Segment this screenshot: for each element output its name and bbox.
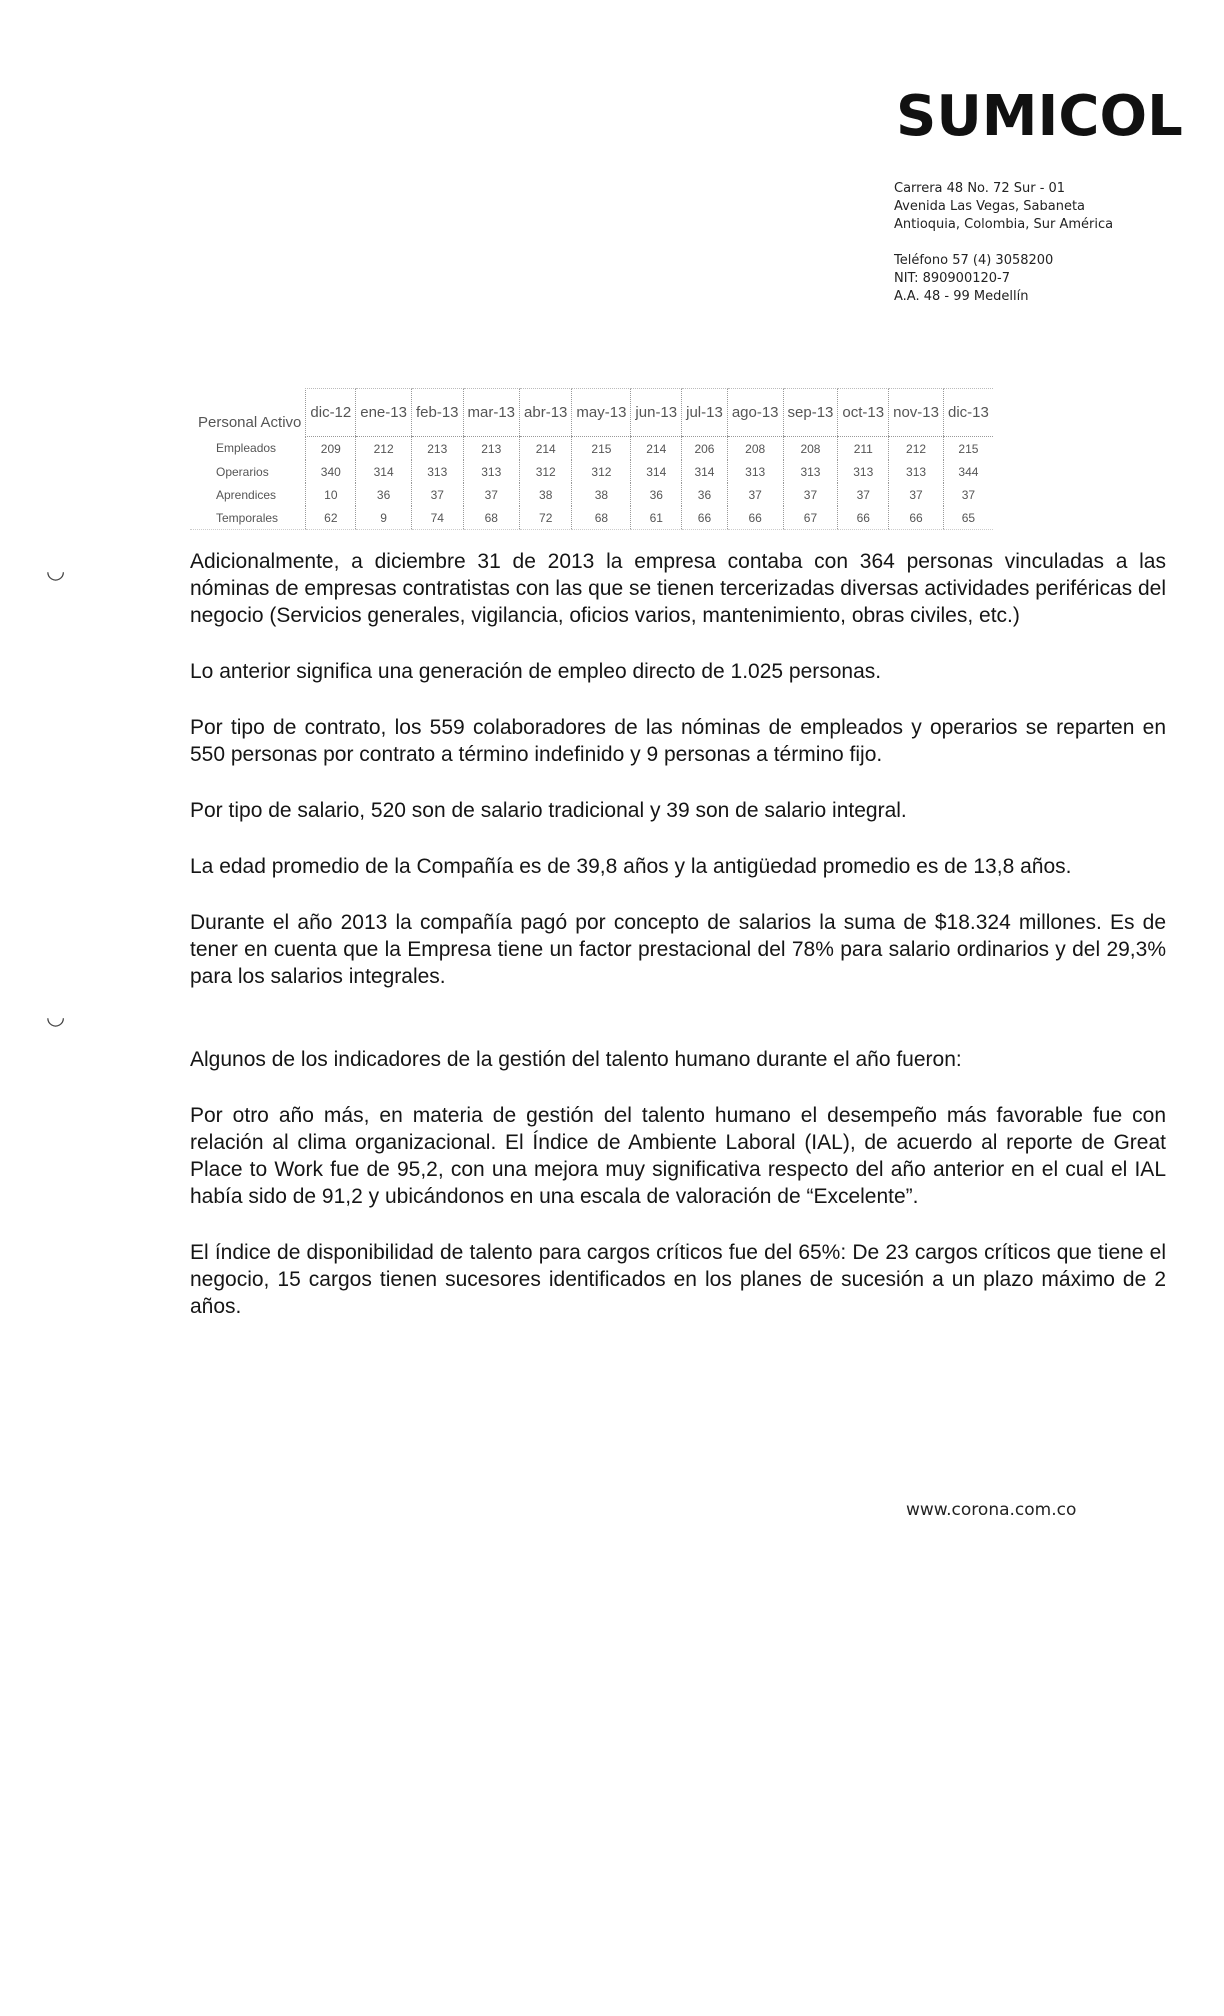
table-cell: 37 (943, 483, 992, 506)
paragraph-age: La edad promedio de la Compañía es de 39,8 años y la antigüedad promedio es de 13,8 años. (190, 855, 1072, 878)
paragraph-critical-positions: El índice de disponibilidad de talento para cargos críticos fue del 65%: De 23 cargos críticos que tiene el negocio, 15 cargos tienen sucesores identificados en los planes de sucesión a un plazo máximo de 2 años. (190, 1241, 1166, 1318)
column-header: mar-13 (463, 389, 520, 437)
table-cell: 74 (411, 506, 463, 530)
table-cell: 206 (682, 437, 728, 461)
table-cell: 38 (572, 483, 631, 506)
column-header: jul-13 (682, 389, 728, 437)
paragraph-salaries: Durante el año 2013 la compañía pagó por concepto de salarios la suma de $18.324 millones. Es de tener en cuenta que la Empresa tiene un factor prestacional del 78% para salario ordinarios y del 29,3% para los salarios integrales. (190, 911, 1166, 988)
column-header: ene-13 (356, 389, 412, 437)
table-cell: 208 (783, 437, 838, 461)
table-cell: 314 (356, 460, 412, 483)
company-address-block (894, 180, 1113, 306)
column-header: dic-12 (306, 389, 356, 437)
table-cell: 9 (356, 506, 412, 530)
table-corner-label: Personal Activo (198, 413, 302, 431)
report-body (190, 548, 1166, 1349)
table-row (190, 437, 993, 461)
table-row (190, 483, 993, 506)
table-cell: 312 (572, 460, 631, 483)
table-cell: 37 (783, 483, 838, 506)
table-row (190, 460, 993, 483)
nit-line: NIT: 890900120-7 (894, 271, 1010, 286)
column-header: feb-13 (411, 389, 463, 437)
table-cell: 212 (889, 437, 944, 461)
table-cell: 37 (463, 483, 520, 506)
paragraph-contract-type: Por tipo de contrato, los 559 colaboradores de las nóminas de empleados y operarios se reparten en 550 personas por contrato a término indefinido y 9 personas a término fijo. (190, 716, 1166, 766)
row-label: Aprendices (216, 487, 277, 502)
table-cell: 313 (889, 460, 944, 483)
row-label: Temporales (190, 506, 306, 530)
table-cell: 68 (572, 506, 631, 530)
company-logo: SUMICOL (896, 84, 1183, 149)
paragraph-direct-employment: Lo anterior significa una generación de empleo directo de 1.025 personas. (190, 660, 882, 683)
table-cell: 313 (727, 460, 783, 483)
address-line: Carrera 48 No. 72 Sur - 01 (894, 181, 1066, 196)
table-row (190, 506, 993, 530)
table-cell: 61 (631, 506, 682, 530)
column-header: abr-13 (520, 389, 572, 437)
table-cell: 66 (727, 506, 783, 530)
staff-table (190, 388, 993, 530)
column-header: ago-13 (727, 389, 783, 437)
table-cell: 215 (572, 437, 631, 461)
table-cell: 340 (306, 460, 356, 483)
table-cell: 67 (783, 506, 838, 530)
table-cell: 66 (838, 506, 889, 530)
table-cell: 314 (631, 460, 682, 483)
table-cell: 68 (463, 506, 520, 530)
scan-mark-icon: ◡ (46, 1004, 66, 1029)
table-body (190, 437, 993, 530)
table-cell: 208 (727, 437, 783, 461)
table-cell: 213 (463, 437, 520, 461)
table-cell: 37 (727, 483, 783, 506)
table-cell: 211 (838, 437, 889, 461)
column-header: jun-13 (631, 389, 682, 437)
table-cell: 38 (520, 483, 572, 506)
table-cell: 215 (943, 437, 992, 461)
address-line: Antioquia, Colombia, Sur América (894, 217, 1114, 232)
column-header: dic-13 (943, 389, 992, 437)
column-header: sep-13 (783, 389, 838, 437)
scan-mark-icon: ◡ (46, 558, 66, 583)
paragraph-salary-type: Por tipo de salario, 520 son de salario tradicional y 39 son de salario integral. (190, 799, 907, 822)
table-cell: 312 (520, 460, 572, 483)
table-cell: 37 (889, 483, 944, 506)
footer-url: www.corona.com.co (906, 1500, 1077, 1520)
table-cell: 36 (631, 483, 682, 506)
column-header: nov-13 (889, 389, 944, 437)
table-cell: 212 (356, 437, 412, 461)
table-cell: 314 (682, 460, 728, 483)
table-header-row (190, 389, 993, 437)
table-cell: 213 (411, 437, 463, 461)
table-cell: 313 (783, 460, 838, 483)
po-box-line: A.A. 48 - 99 Medellín (894, 289, 1029, 304)
table-cell: 214 (520, 437, 572, 461)
table-cell: 37 (838, 483, 889, 506)
table-cell: 65 (943, 506, 992, 530)
table-cell: 36 (682, 483, 728, 506)
address-line: Avenida Las Vegas, Sabaneta (894, 199, 1086, 214)
paragraph-ial: Por otro año más, en materia de gestión del talento humano el desempeño más favorable fue con relación al clima organizacional. El Índice de Ambiente Laboral (IAL), de acuerdo al reporte de Great Place to Work fue de 95,2, con una mejora muy significativa respecto del año anterior en el cual el IAL había sido de 91,2 y ubicándonos en una escala de valoración de “Excelente”. (190, 1104, 1166, 1208)
paragraph-contractors: Adicionalmente, a diciembre 31 de 2013 la empresa contaba con 364 personas vinculadas a las nóminas de empresas contratistas con las que se tienen tercerizadas diversas actividades periféricas del negocio (Servicios generales, vigilancia, oficios varios, mantenimiento, obras civiles, etc.) (190, 550, 1166, 627)
table-cell: 313 (411, 460, 463, 483)
table-cell: 62 (306, 506, 356, 530)
table-cell: 313 (463, 460, 520, 483)
table-cell: 209 (306, 437, 356, 461)
table-cell: 37 (411, 483, 463, 506)
table-cell: 313 (838, 460, 889, 483)
row-label: Operarios (216, 464, 269, 479)
column-header: may-13 (572, 389, 631, 437)
row-label: Empleados (216, 441, 277, 456)
paragraph-indicators-intro: Algunos de los indicadores de la gestión del talento humano durante el año fueron: (190, 1048, 962, 1071)
table-cell: 66 (682, 506, 728, 530)
table-cell: 72 (520, 506, 572, 530)
table-cell: 36 (356, 483, 412, 506)
phone-line: Teléfono 57 (4) 3058200 (894, 253, 1054, 268)
table-cell: 344 (943, 460, 992, 483)
personal-activo-table (190, 388, 1060, 530)
table-cell: 10 (306, 483, 356, 506)
table-cell: 66 (889, 506, 944, 530)
column-header: oct-13 (838, 389, 889, 437)
table-cell: 214 (631, 437, 682, 461)
